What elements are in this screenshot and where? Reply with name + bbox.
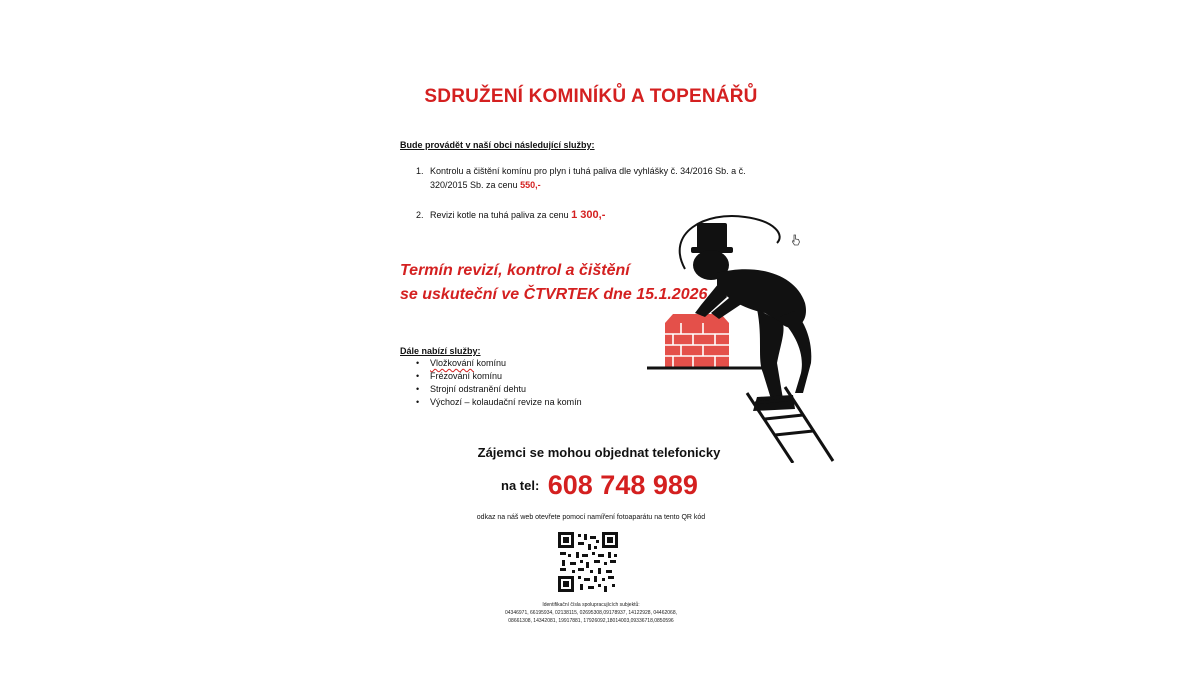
service-price: 1 300,- bbox=[571, 209, 606, 221]
order-call-to-action: Zájemci se mohou objednat telefonicky bbox=[477, 445, 721, 460]
service-number: 2. bbox=[416, 210, 424, 220]
ident-line: 08661308, 14342081, 19917881, 17926092,18014003,09336718,0850596 bbox=[508, 618, 674, 624]
more-services-title: Dále nabízí služby: bbox=[400, 346, 481, 356]
service-text-line1: Revizi kotle na tuhá paliva za cenu bbox=[430, 210, 569, 220]
list-item-text: Frézování komínu bbox=[430, 371, 503, 381]
list-item bbox=[416, 357, 582, 370]
phone-label: na tel: bbox=[501, 478, 540, 493]
ident-line: 04346971, 66195934, 02138115, 02695308,09178937, 14122928, 04462068, bbox=[504, 610, 678, 616]
list-item bbox=[416, 383, 582, 396]
phone-number: 608 748 989 bbox=[547, 470, 698, 500]
ident-line: Identifikační čísla spolupracujících subjektů: bbox=[542, 602, 640, 608]
partner-identification bbox=[0, 601, 1182, 625]
bullet-icon: • bbox=[416, 371, 420, 381]
list-item-text-rest: komínu bbox=[474, 358, 507, 368]
brick-chimney-icon bbox=[665, 314, 729, 367]
service-text-line1: Kontrolu a čištění komínu pro plyn i tuhá paliva dle vyhlášky č. 34/2016 Sb. a č. bbox=[430, 166, 746, 176]
bullet-icon: • bbox=[416, 384, 420, 394]
services-intro: Bude provádět v naší obci následující služby: bbox=[400, 140, 595, 150]
more-services-list bbox=[416, 357, 582, 409]
list-item bbox=[416, 396, 582, 409]
service-text bbox=[430, 208, 605, 222]
list-item-text: Strojní odstranění dehtu bbox=[430, 384, 527, 394]
term-line-1: Termín revizí, kontrol a čištění bbox=[400, 262, 630, 279]
chimney-sweep-illustration bbox=[645, 213, 835, 463]
service-text-line2: 320/2015 Sb. za cenu bbox=[430, 180, 518, 190]
phone-row bbox=[501, 470, 698, 501]
qr-note: odkaz na náš web otevřete pomocí namíření fotoaparátu na tento QR kód bbox=[476, 514, 706, 521]
list-item-text: Výchozí – kolaudační revize na komín bbox=[430, 397, 582, 407]
service-number: 1. bbox=[416, 166, 424, 176]
service-text bbox=[430, 164, 746, 192]
bullet-icon: • bbox=[416, 358, 420, 368]
hand-pointer-icon bbox=[791, 234, 801, 246]
service-price: 550,- bbox=[520, 180, 541, 190]
term-line-2: se uskuteční ve ČTVRTEK dne 15.1.2026 bbox=[400, 286, 708, 303]
bullet-icon: • bbox=[416, 397, 420, 407]
list-item bbox=[416, 370, 582, 383]
list-item-text: Vložkování bbox=[430, 358, 475, 368]
qr-code-icon bbox=[558, 532, 618, 592]
flyer-title: SDRUŽENÍ KOMINÍKŮ A TOPENÁŘŮ bbox=[424, 86, 758, 107]
